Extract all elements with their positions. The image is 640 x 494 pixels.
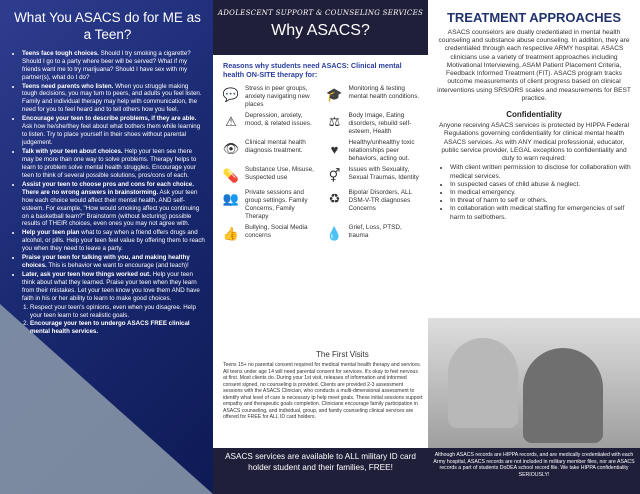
list-item: • Help your teen plan what to say when a friend offers drugs and alcohol, or pills. Help your teen feel value by offering them to reach you when they need to leave a party. <box>22 229 205 253</box>
pill-icon: 💊 <box>222 168 240 183</box>
photo-figure <box>523 348 603 443</box>
left-title: What You ASACS do for ME as a Teen? <box>14 10 201 42</box>
list-item: • Later, ask your teen how things worked out. Help your teen think about what they learned. Praise your teen when they learn from their mistakes. Let your teen know you love them AND have faith in his or her ability to learn to make good choices. <box>22 271 205 303</box>
reason-item: 💧 Grief, Loss, PTSD, trauma <box>325 224 423 244</box>
reason-item: 👥 Private sessions and group settings. Family Concerns, Family Therapy <box>222 189 308 220</box>
middle-panel <box>213 0 428 494</box>
eye-icon: 👁 <box>222 141 240 156</box>
tears-icon: 💧 <box>326 226 343 241</box>
left-panel <box>0 0 213 494</box>
treatment-title: TREATMENT APPROACHES <box>446 10 622 25</box>
recycle-icon: ♻ <box>328 191 341 206</box>
list-item: • Assist your teen to choose pros and cons for each choice. There are no wrong answers in brainstorming. Ask your teen how each choice would affect their mental health, AND self-esteem. For example, "How would smoking affect you continuing on a basketball team?" Brainstorm (without lecturing) possible results of THEIR choices, even ones you may not agree with. <box>22 181 205 229</box>
left-numbered-list <box>10 304 205 336</box>
list-item: • Praise your teen for talking with you, and making healthy choices. This is behavior we want to encourage (and teach)! <box>22 254 205 270</box>
scale-icon: ⚖ <box>328 114 341 129</box>
reason-item: ⚥ Issues with Sexuality, Sexual Traumas, Identity <box>325 166 423 186</box>
list-item: • In suspected cases of child abuse & neglect. <box>450 181 632 189</box>
list-item: • In collaboration with medical staffing for emergencies of self harm to self/others. <box>450 205 632 221</box>
records-caption: Although ASACS records are HIPPA records, and are medically credentialed with each Army hospital, ASACS records are not included in military member files, nor are ASACS records a part of students DoDEA school record file. We take HIPPA confidentiality SERIOUSLY! <box>428 448 640 494</box>
first-visits-heading: The First Visits <box>316 350 369 359</box>
reasons-grid <box>213 79 428 247</box>
heart-icon: ♥ <box>330 141 339 157</box>
reason-item: ♻ Bipolar Disorders, ALL DSM-V-TR diagnoses Concerns <box>325 189 423 221</box>
first-visits-text: Teens 15+ no parental consent required for medical mental health therapy and services. All teens under age 14 will need parental consent for services. It's okay to feel nervous at first. Most clients do. During your 1st visit, releases of information and informed consent signed, no counseling is provided. Clients are provided 2-3 assessment sessions with the ASACS Clinician, who conducts a multi-dimensional assessment to identify what level of care is necessary tp help meet goals. These initial sessions support empathy and therapeutic goals completion. Clinicians encourage family participation in ASACS counseling, and individual, group, and family counseling clinical services are offered for FREE for ALL ID card holders. <box>223 362 423 421</box>
reason-item: 🎓 Monitoring & testing mental health conditions. <box>325 85 423 109</box>
availability-banner: ASACS services are available to ALL military ID card holder student and their families, FREE! <box>213 448 428 494</box>
list-item: • In medical emergency. <box>450 189 632 197</box>
header-subtitle: ADOLESCENT SUPPORT & COUNSELING SERVICES <box>217 9 424 17</box>
reason-item: ⚠ Depression, anxiety, mood, & related issues. <box>221 112 319 136</box>
right-panel <box>428 0 640 494</box>
exceptions-list <box>428 164 640 222</box>
left-list <box>10 50 205 303</box>
graduation-cap-icon: 🎓 <box>326 87 343 102</box>
confidentiality-text: Anyone receiving ASACS services is protected by HIPPA Federal Regulations governing confidentiality for clinical mental health ASACS services. As with ANY medical professional, educator, public service provider, LEGAL exceptions to confidentiality and duty to warn required: <box>438 122 630 163</box>
list-item: • In threat of harm to self or others. <box>450 197 632 205</box>
photo-figure <box>448 338 518 428</box>
treatment-intro: ASACS counselors are dually credentialed in mental health counseling and substance abuse counseling. In addition, they are credentialed through each respective ARMY hospital. ASACS clinicians use a variety of treatment approaches including Motivational Interviewing, ASAM Patient Placement Criteria, Feedback Informed Treatment (FIT). ASACS program tracks outcome measurements of client progress based on clinical interventions using SRS/ORS scales and measurements for BEST practice. <box>437 29 631 102</box>
warning-icon: ⚠ <box>225 114 237 129</box>
list-item: • Encourage your teen to describe problems, if they are able. Ask how he/she/they feel about what bothers them while learning to listen. Try to place yourself in their shoes without parental judgement. <box>22 115 205 147</box>
numbered-item: 2. Encourage your teen to undergo ASACS FREE clinical mental health services. <box>30 320 205 336</box>
chat-icon: 💬 <box>222 87 240 102</box>
confidentiality-title: Confidentiality <box>506 110 562 120</box>
numbered-item: 1. Respect your teen's opinions, even when you disagree. Help your teen learn to set realistic goals. <box>30 304 205 320</box>
list-item: • With client written permission to disclose for collaboration with medical services. <box>450 164 632 180</box>
reason-item: 💊 Substance Use, Misuse, Suspected use <box>221 166 319 186</box>
reason-item: ⚖ Body Image, Eating disorders, rebuild self-esteem, Health <box>325 112 423 136</box>
header-title: Why ASACS? <box>271 22 370 39</box>
thumbs-icon: 👍 <box>222 226 240 241</box>
list-item: • Teens face tough choices. Should I try smoking a cigarette? Should I go to a party where beer will be served? What if my friends want me to try marijuana? Should I have sex with my partner(s), what do I do? <box>22 50 205 82</box>
group-icon: 👥 <box>222 191 240 206</box>
gender-icon: ⚥ <box>328 168 341 183</box>
reasons-lead: Reasons why students need ASACS: Clinical mental health ON-SITE therapy for: <box>223 61 402 79</box>
reason-item: 💬 Stress in peer groups, anxiety navigating new places <box>222 85 310 108</box>
reason-item: 👍 Bullying, Social Media concerns <box>221 224 319 244</box>
reason-item: 👁 Clinical mental health diagnosis treatment. <box>221 139 319 163</box>
middle-header <box>213 0 428 55</box>
list-item: • Talk with your teen about choices. Help your teen see there may be more than one way to solve problems. Therapy helps to learn to problem solve mental health struggles. Encourage your teen to think of several possible solutions, pros/cons of each. <box>22 148 205 180</box>
list-item: • Teens need parents who listen. When you struggle making tough decisions, you may turn to peers, and adults you feel listen. Family and individual therapy may help with communication, the need for you to feel heard and to tell others how you feel. <box>22 83 205 115</box>
family-photo <box>428 318 640 458</box>
reason-item: ♥ Healthy/unhealthy toxic relationships peer behaviors, acting out. <box>325 139 423 163</box>
